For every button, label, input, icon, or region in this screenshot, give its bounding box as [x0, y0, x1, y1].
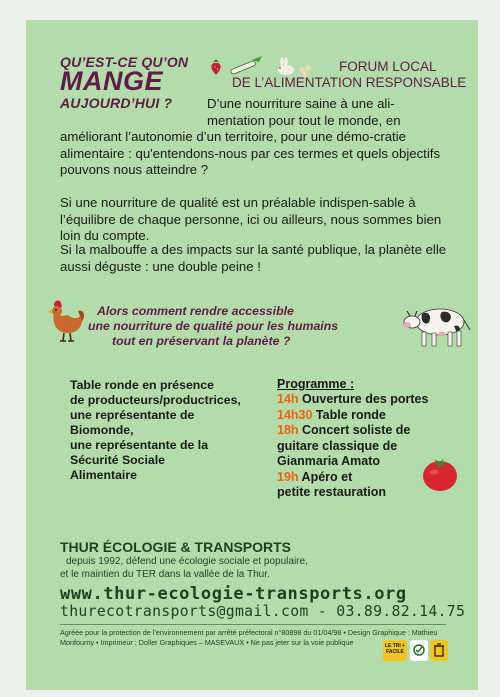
- eco-label-icon: [410, 640, 428, 661]
- association-desc-1: depuis 1992, défend une écologie sociale et populaire,: [66, 556, 308, 567]
- footer-text: [60, 628, 437, 647]
- forum-line-1: FORUM LOCAL: [339, 59, 437, 74]
- table-ronde: [70, 378, 241, 483]
- association-name: THUR ÉCOLOGIE & TRANSPORTS: [60, 539, 292, 555]
- programme-item: Gianmaria Amato: [277, 454, 381, 468]
- title-line-2: MANGE: [60, 66, 163, 96]
- footer-line-1: Agréée pour la protection de l’environnement par arrêté préfectoral n°80898 du 01/04/98 • Design Graphique : Mathieu: [60, 628, 438, 637]
- association-desc-2: et le maintien du TER dans la vallée de la Thur.: [60, 569, 270, 580]
- recycle-bin-icon: [430, 640, 448, 661]
- hen-icon: [48, 297, 86, 345]
- intro-line-1: D’une nourriture saine à une ali-: [207, 96, 395, 111]
- contact-info[interactable]: thurecotransports@gmail.com - 03.89.82.14.75: [60, 603, 466, 620]
- strawberry-icon: [211, 59, 220, 75]
- programme-item: 14h Ouverture des portes: [277, 392, 429, 406]
- programme-title: Programme :: [277, 377, 355, 391]
- leek-icon: [230, 56, 262, 75]
- programme-item: 18h Concert soliste de: [277, 423, 411, 437]
- footer-divider: [60, 624, 446, 625]
- footer-line-2: Monfourny • Imprimeur : Doller Graphiques – MASEVAUX • Ne pas jeter sur la voie publique: [60, 637, 354, 647]
- rabbit-icon: [278, 57, 294, 75]
- website-link[interactable]: www.thur-ecologie-transports.org: [60, 584, 407, 604]
- programme-list: [277, 392, 428, 501]
- paragraph-malbouffe: Si la malbouffe a des impacts sur la santé publique, la planète elle aussi déguste : une double peine !: [60, 242, 447, 274]
- table-ronde-line: Table ronde en présence: [70, 378, 214, 392]
- programme-item: petite restauration: [277, 485, 387, 499]
- table-ronde-line: de producteurs/productrices,: [70, 393, 241, 407]
- poster: [26, 20, 478, 690]
- table-ronde-line: une représentante de la: [70, 438, 209, 452]
- table-ronde-line: une représentante de: [70, 408, 195, 422]
- recycling-badge: LE TRI + FACILE: [383, 640, 407, 661]
- paragraph-quality: Si une nourriture de qualité est un préalable indispen-sable à l’équilibre de chaque personne, ici ou ailleurs, nous sommes bien loin du compte.: [60, 195, 442, 243]
- title-line-1: QU’EST-CE QU’ON: [60, 54, 189, 70]
- table-ronde-line: Alimentaire: [70, 468, 137, 482]
- question-line-3: tout en préservant la planète ?: [112, 334, 291, 348]
- table-ronde-line: Sécurité Sociale: [70, 453, 166, 467]
- forum-line-2: DE L’ALIMENTATION RESPONSABLE: [232, 75, 467, 90]
- programme-item: guitare classique de: [277, 438, 398, 453]
- cow-icon: [402, 300, 472, 350]
- title-line-3: AUJOURD’HUI ?: [60, 95, 173, 111]
- table-ronde-line: Biomonde,: [70, 423, 134, 437]
- question-line-1: Alors comment rendre accessible: [97, 304, 294, 318]
- question-line-2: une nourriture de qualité pour les humains: [88, 319, 339, 333]
- intro-line-2: mentation pour tout le monde, en: [207, 113, 401, 128]
- programme-item: 14h30 Table ronde: [277, 407, 386, 422]
- intro-rest: améliorant l’autonomie d’un territoire, pour une démo-cratie alimentaire : qu'entendons-nous par ces termes et quels objectifs pouvons nous atteindre ?: [60, 129, 441, 177]
- tomato-icon: [420, 453, 460, 493]
- programme-item: 19h Apéro et: [277, 469, 353, 484]
